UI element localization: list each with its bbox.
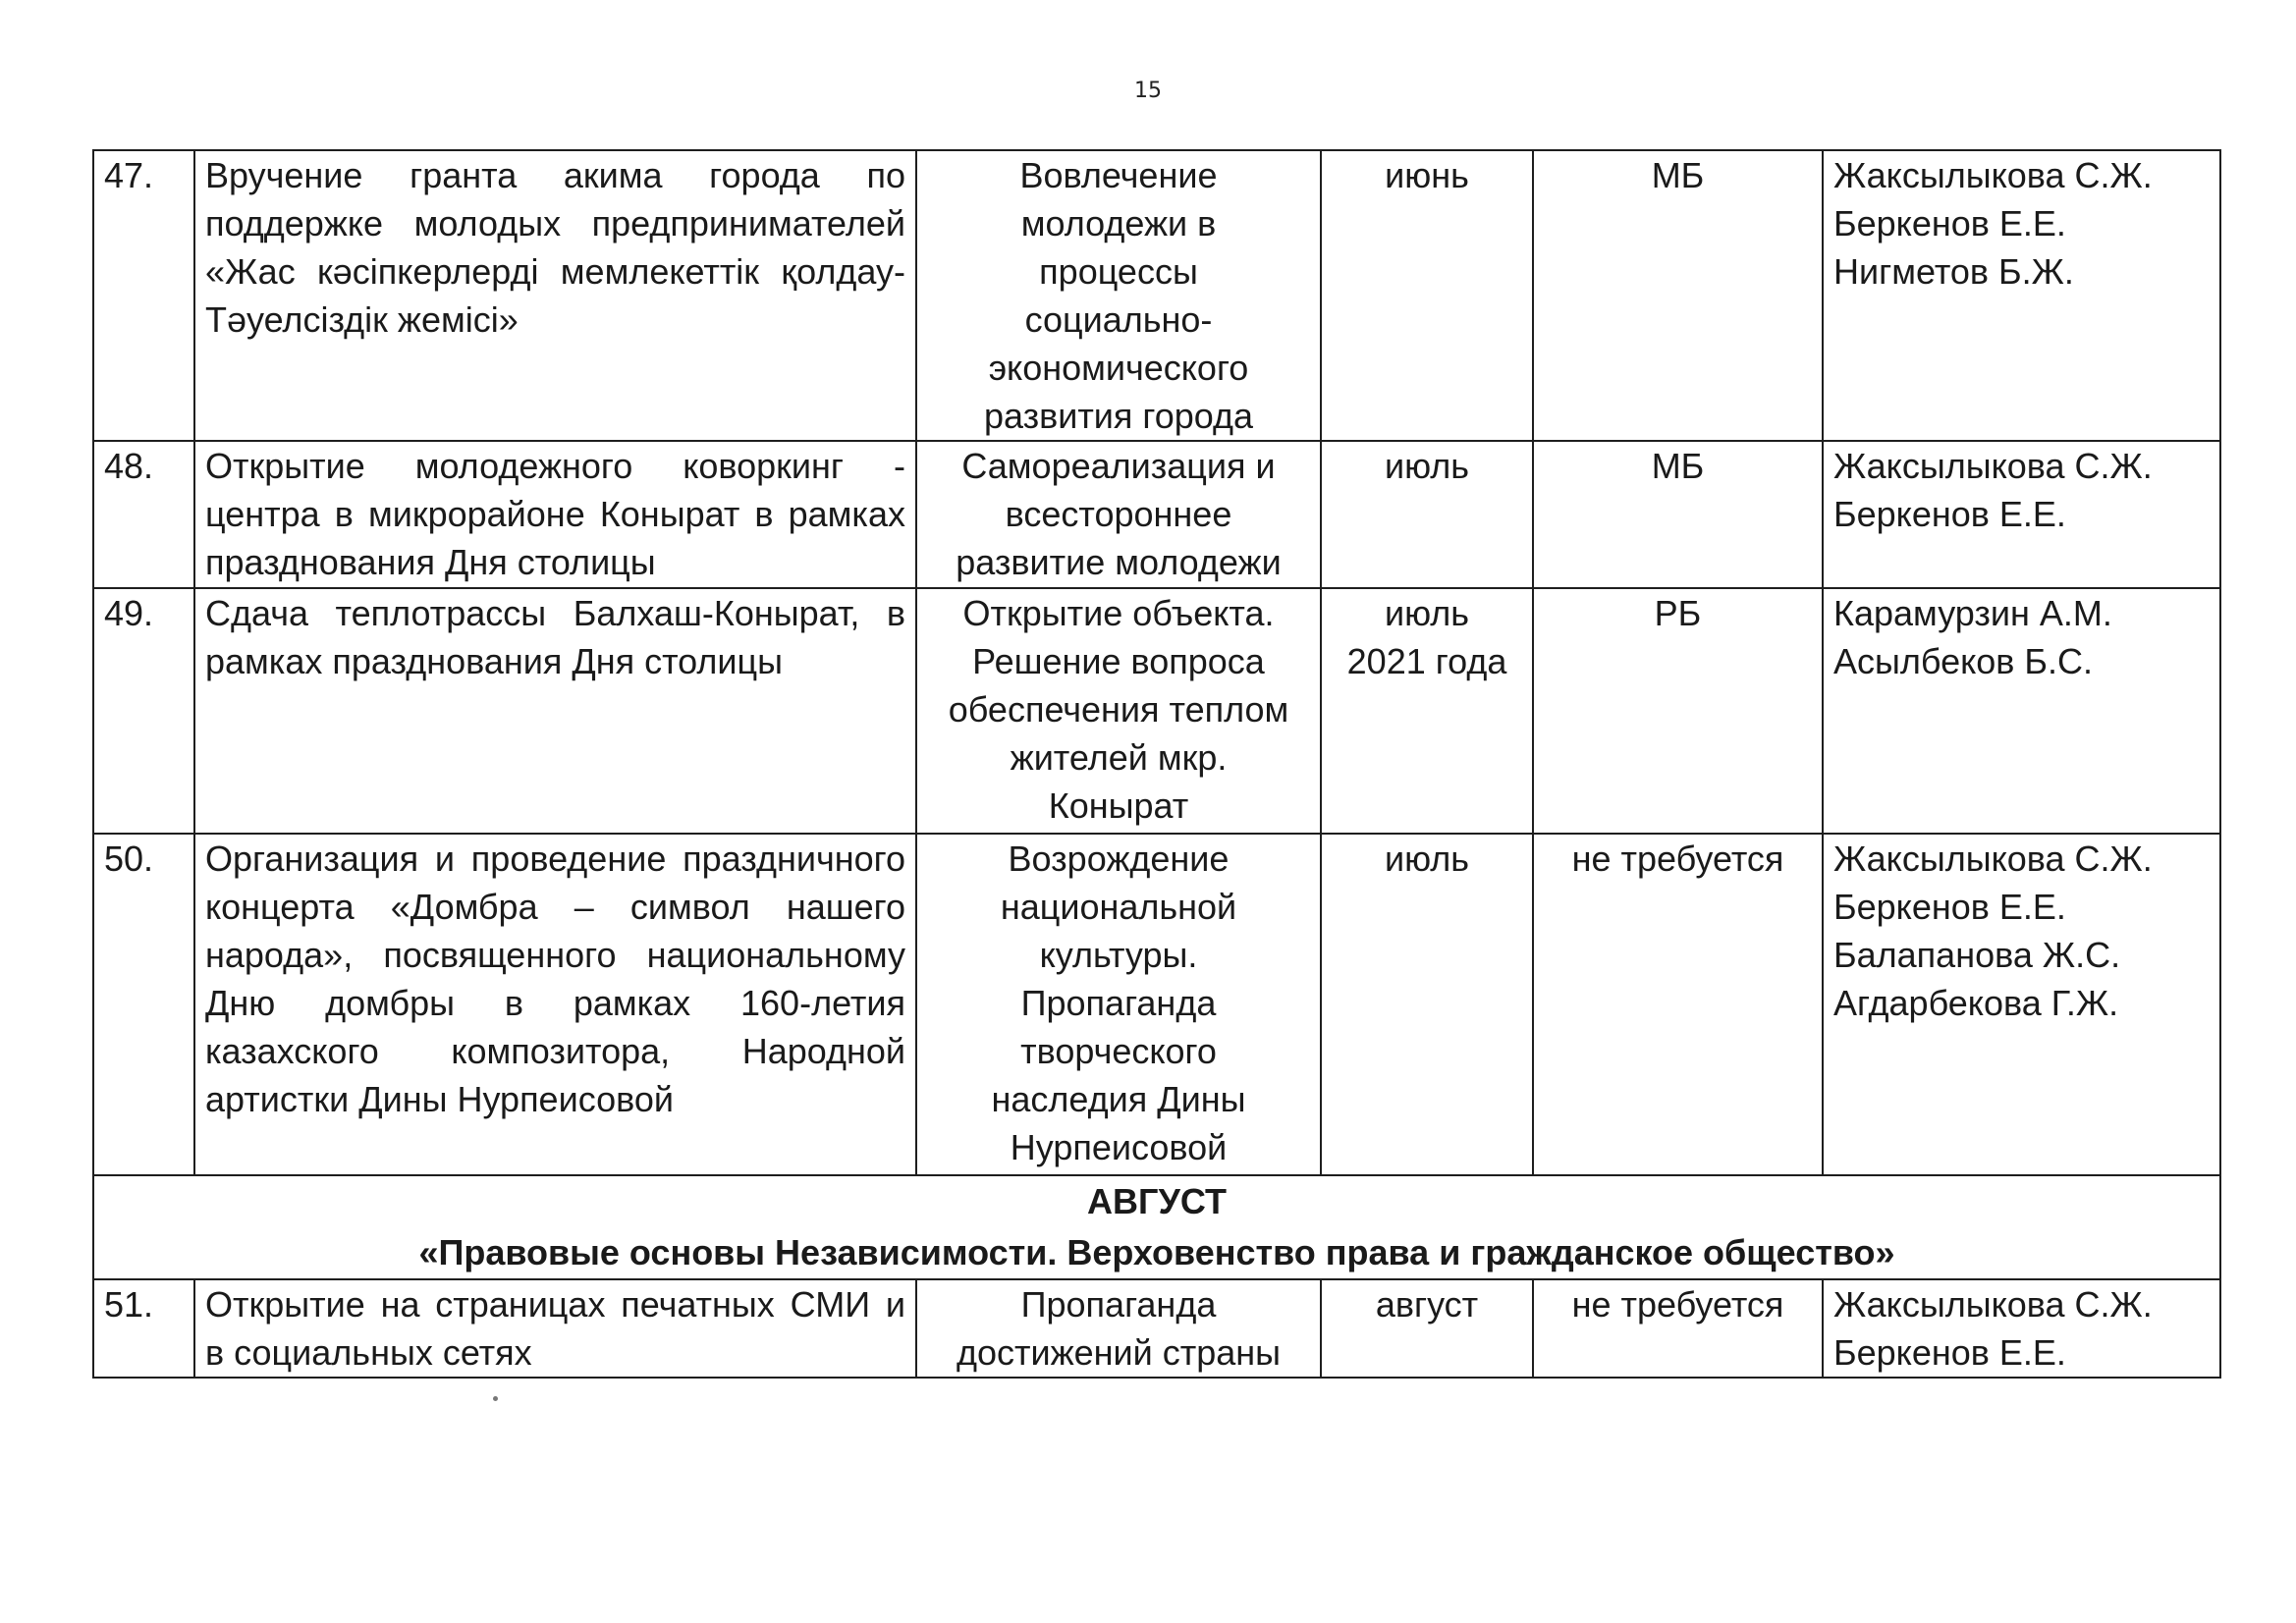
table-row <box>93 150 2220 441</box>
table-row <box>93 1279 2220 1378</box>
term-cell <box>1321 150 1533 441</box>
goal-line: социально- <box>1024 299 1213 340</box>
responsible-person: Балапанова Ж.С. <box>1833 935 2121 975</box>
term-cell <box>1321 834 1533 1175</box>
section-theme: «Правовые основы Независимости. Верховенство права и гражданское общество» <box>418 1232 1895 1272</box>
responsible-person: Жаксылыкова С.Ж. <box>1833 1284 2153 1325</box>
event-cell: Открытие на страницах печатных СМИ и в социальных сетях <box>194 1279 916 1378</box>
row-number: 47. <box>93 150 194 441</box>
responsible-person: Беркенов Е.Е. <box>1833 1332 2066 1373</box>
goal-line: Конырат <box>1048 785 1189 826</box>
table-row <box>93 834 2220 1175</box>
responsible-person: Жаксылыкова С.Ж. <box>1833 839 2153 879</box>
responsible-cell <box>1823 588 2220 834</box>
funding-cell: МБ <box>1533 441 1823 588</box>
responsible-cell <box>1823 1279 2220 1378</box>
goal-line: всестороннее <box>1005 494 1232 534</box>
goal-cell <box>916 1279 1321 1378</box>
term-line: июнь <box>1385 155 1469 195</box>
responsible-person: Карамурзин А.М. <box>1833 593 2112 633</box>
goal-line: Возрождение <box>1008 839 1230 879</box>
goal-line: процессы <box>1039 251 1198 292</box>
goal-line: творческого <box>1020 1031 1217 1071</box>
goal-line: экономического <box>988 348 1249 388</box>
row-number: 51. <box>93 1279 194 1378</box>
event-cell: Сдача теплотрассы Балхаш-Конырат, в рамках празднования Дня столицы <box>194 588 916 834</box>
event-cell: Вручение гранта акима города по поддержке молодых предпринимателей «Жас кәсіпкерлерді мемлекеттік қолдау-Тәуелсіздік жемісі» <box>194 150 916 441</box>
funding-cell: РБ <box>1533 588 1823 834</box>
responsible-person: Жаксылыкова С.Ж. <box>1833 446 2153 486</box>
goal-line: развитие молодежи <box>956 542 1282 582</box>
responsible-person: Беркенов Е.Е. <box>1833 887 2066 927</box>
goal-line: развития города <box>983 396 1254 436</box>
table-row <box>93 588 2220 834</box>
goal-line: Открытие объекта. <box>962 593 1275 633</box>
responsible-cell <box>1823 834 2220 1175</box>
goal-line: Пропаганда <box>1020 1284 1217 1325</box>
page-number: 15 <box>1134 79 1162 103</box>
term-line: июль <box>1384 593 1470 633</box>
funding-cell: не требуется <box>1533 834 1823 1175</box>
term-line: июль <box>1384 446 1470 486</box>
goal-line: Самореализация и <box>961 446 1276 486</box>
goal-line: наследия Дины <box>991 1079 1246 1119</box>
goal-cell <box>916 588 1321 834</box>
goal-cell <box>916 441 1321 588</box>
responsible-person: Беркенов Е.Е. <box>1833 494 2066 534</box>
event-cell: Организация и проведение праздничного концерта «Домбра – символ нашего народа», посвященного национальному Дню домбры в рамках 160-летия казахского композитора, Народной артистки Дины Нурпеисовой <box>194 834 916 1175</box>
responsible-person: Беркенов Е.Е. <box>1833 203 2066 243</box>
plan-table <box>92 149 2221 1379</box>
responsible-person: Асылбеков Б.С. <box>1833 641 2094 681</box>
funding-cell: МБ <box>1533 150 1823 441</box>
goal-line: жителей мкр. <box>1010 737 1228 778</box>
responsible-person: Жаксылыкова С.Ж. <box>1833 155 2153 195</box>
table-row <box>93 441 2220 588</box>
row-number: 49. <box>93 588 194 834</box>
goal-cell <box>916 150 1321 441</box>
goal-line: обеспечения теплом <box>948 689 1289 730</box>
term-line: 2021 года <box>1346 641 1507 681</box>
responsible-cell <box>1823 150 2220 441</box>
goal-line: Решение вопроса <box>972 641 1265 681</box>
responsible-person: Нигметов Б.Ж. <box>1833 251 2074 292</box>
term-cell <box>1321 1279 1533 1378</box>
responsible-person: Агдарбекова Г.Ж. <box>1833 983 2119 1023</box>
section-header <box>93 1175 2220 1279</box>
goal-line: Вовлечение <box>1019 155 1218 195</box>
goal-line: национальной <box>1000 887 1237 927</box>
goal-line: достижений страны <box>956 1332 1282 1373</box>
row-number: 48. <box>93 441 194 588</box>
term-cell <box>1321 441 1533 588</box>
responsible-cell <box>1823 441 2220 588</box>
goal-cell <box>916 834 1321 1175</box>
goal-line: молодежи в <box>1020 203 1217 243</box>
goal-line: Пропаганда <box>1020 983 1217 1023</box>
term-line: июль <box>1384 839 1470 879</box>
section-header-row <box>93 1175 2220 1279</box>
goal-line: культуры. <box>1039 935 1198 975</box>
term-cell <box>1321 588 1533 834</box>
goal-line: Нурпеисовой <box>1010 1127 1228 1167</box>
term-line: август <box>1375 1284 1479 1325</box>
section-month: АВГУСТ <box>1087 1181 1227 1221</box>
scan-speck <box>493 1396 498 1401</box>
funding-cell: не требуется <box>1533 1279 1823 1378</box>
event-cell: Открытие молодежного коворкинг - центра в микрорайоне Конырат в рамках празднования Дня столицы <box>194 441 916 588</box>
row-number: 50. <box>93 834 194 1175</box>
